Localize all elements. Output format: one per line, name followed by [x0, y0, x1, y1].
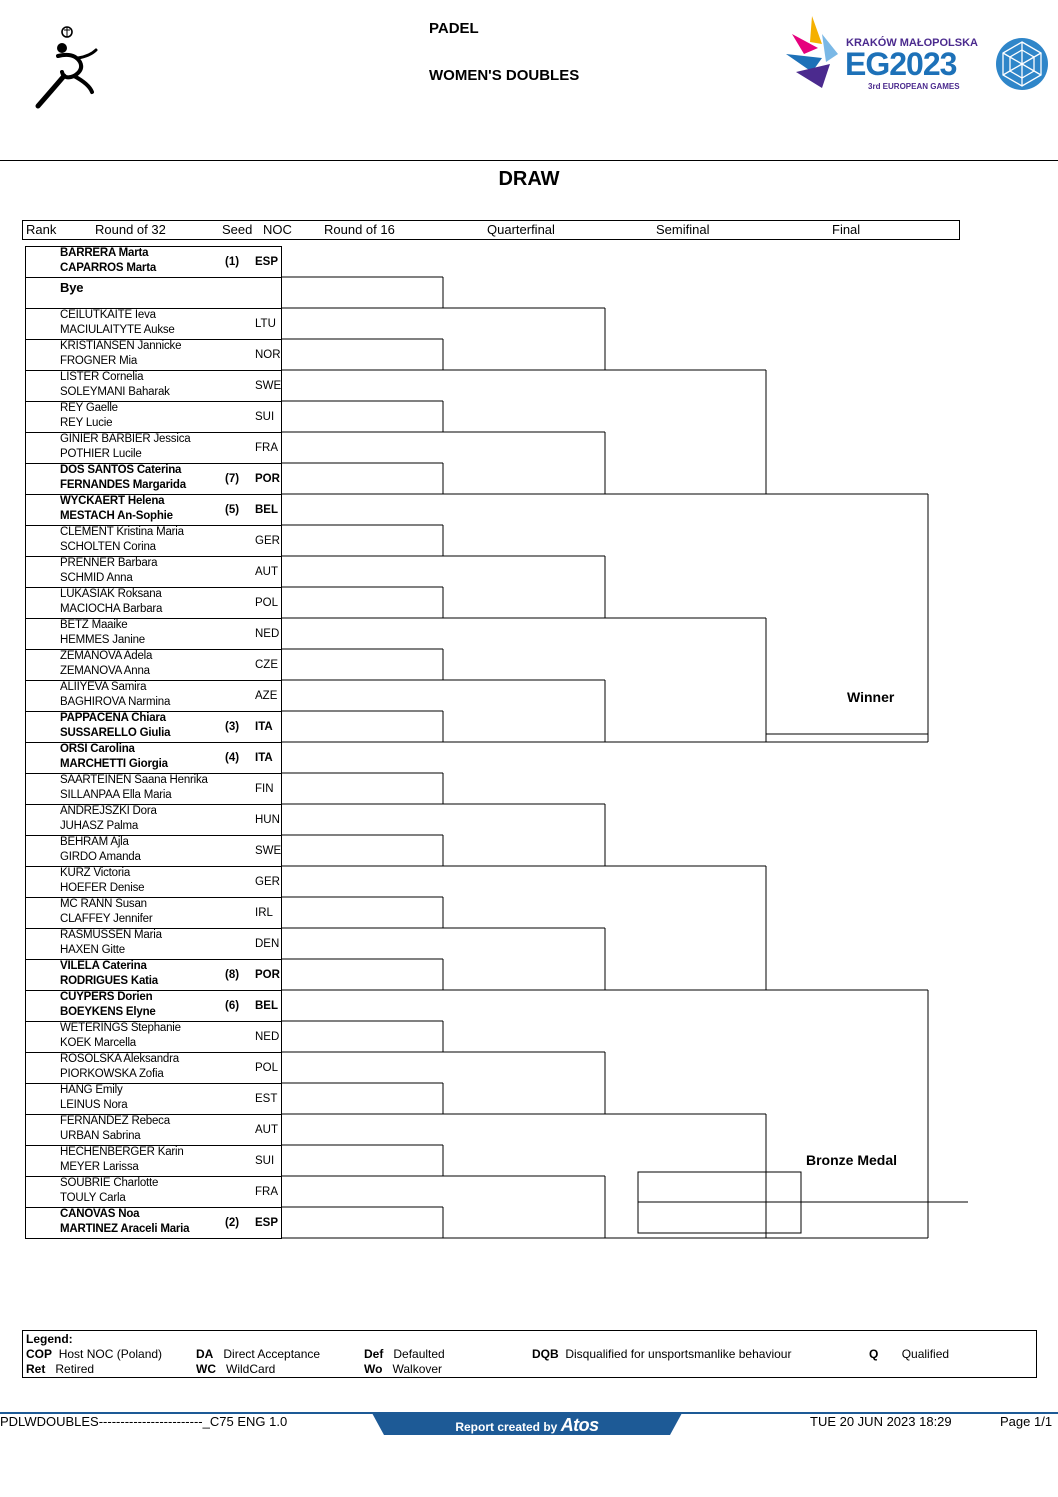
noc-code: ESP: [255, 256, 279, 268]
player-2-name: JUHASZ Palma: [60, 820, 139, 832]
seed-number: (2): [225, 1217, 240, 1229]
player-2-name: MARCHETTI Giorgia: [60, 758, 168, 770]
player-1-name: KURZ Victoria: [60, 867, 131, 879]
noc-code: FIN: [255, 783, 274, 795]
player-1-name: HANG Emily: [60, 1084, 123, 1096]
player-2-name: MACIOCHA Barbara: [60, 603, 163, 615]
noc-code: ESP: [255, 1217, 279, 1229]
noc-code: ITA: [255, 721, 273, 733]
noc-code: EST: [255, 1093, 278, 1105]
player-2-name: FERNANDES Margarida: [60, 479, 186, 491]
report-code: PDLWDOUBLES------------------------_C75 ENG 1.0: [0, 1414, 288, 1429]
noc-code: NED: [255, 1031, 280, 1043]
player-2-name: MESTACH An-Sophie: [60, 510, 173, 522]
player-2-name: LEINUS Nora: [60, 1099, 128, 1111]
noc-code: CZE: [255, 659, 278, 671]
noc-code: SUI: [255, 411, 275, 423]
seed-number: (8): [225, 969, 240, 981]
col-rank: Rank: [26, 222, 57, 237]
player-2-name: SILLANPAA Ella Maria: [60, 789, 172, 801]
event-title: WOMEN'S DOUBLES: [429, 67, 580, 84]
atos-logo: Atos: [560, 1415, 599, 1435]
player-2-name: CAPARROS Marta: [60, 262, 157, 274]
noc-code: NED: [255, 628, 280, 640]
player-1-name: KRISTIANSEN Jannicke: [60, 340, 182, 352]
legend-item-def: Def Defaulted: [364, 1347, 445, 1361]
player-1-name: ZEMANOVA Adela: [60, 650, 153, 662]
noc-code: FRA: [255, 442, 278, 454]
player-2-name: SOLEYMANI Baharak: [60, 386, 170, 398]
noc-code: POR: [255, 473, 280, 485]
noc-code: LTU: [255, 318, 276, 330]
player-1-name: ROSOLSKA Aleksandra: [60, 1053, 179, 1065]
player-1-name: PAPPACENA Chiara: [60, 712, 166, 724]
player-1-name: MC RANN Susan: [60, 898, 147, 910]
player-1-name: FERNANDEZ Rebeca: [60, 1115, 170, 1127]
noc-code: SWE: [255, 380, 282, 392]
seed-number: (7): [225, 473, 240, 485]
legend-item-wo: Wo Walkover: [364, 1362, 443, 1376]
noc-code: IRL: [255, 907, 273, 919]
legend-item-dqb: DQB Disqualified for unsportsmanlike behaviour: [532, 1347, 792, 1361]
player-2-name: RODRIGUES Katia: [60, 975, 158, 987]
player-2-name: GIRDO Amanda: [60, 851, 141, 863]
player-2-name: MEYER Larissa: [60, 1161, 139, 1173]
legend-title: Legend:: [26, 1332, 73, 1346]
legend-item-cop: COP Host NOC (Poland): [26, 1347, 163, 1361]
noc-code: POR: [255, 969, 280, 981]
noc-code: AUT: [255, 566, 278, 578]
legend-item-q: Q Qualified: [869, 1347, 950, 1361]
legend-item-da: DA Direct Acceptance: [196, 1347, 321, 1361]
player-1-name: SAARTEINEN Saana Henrika: [60, 774, 208, 786]
player-1-name: ANDREJSZKI Dora: [60, 805, 157, 817]
player-1-name: BEHRAM Ajla: [60, 836, 129, 848]
player-1-name: RASMUSSEN Maria: [60, 929, 162, 941]
player-2-name: REY Lucie: [60, 417, 113, 429]
games-logo: EG2023: [845, 46, 957, 82]
seed-number: (4): [225, 752, 240, 764]
legend-item-ret: Ret Retired: [26, 1362, 95, 1376]
noc-code: ITA: [255, 752, 273, 764]
seed-number: (5): [225, 504, 240, 516]
report-datetime: TUE 20 JUN 2023 18:29: [810, 1414, 952, 1429]
player-1-name: DOS SANTOS Caterina: [60, 464, 182, 476]
player-1-name: WETERINGS Stephanie: [60, 1022, 181, 1034]
player-1-name: VILELA Caterina: [60, 960, 147, 972]
created-by-text: Report created by: [455, 1420, 558, 1434]
legend-item-wc: WC WildCard: [196, 1362, 276, 1376]
player-2-name: CLAFFEY Jennifer: [60, 913, 153, 925]
player-2-name: POTHIER Lucile: [60, 448, 142, 460]
noc-code: POL: [255, 597, 279, 609]
player-1-name: BETZ Maaike: [60, 619, 128, 631]
player-1-name: CUYPERS Dorien: [60, 991, 153, 1003]
noc-code: DEN: [255, 938, 280, 950]
player-1-name: WYCKAERT Helena: [60, 495, 165, 507]
player-2-name: TOULY Carla: [60, 1192, 126, 1204]
legend-box: [22, 1330, 1037, 1378]
col-noc: NOC: [263, 222, 292, 237]
player-2-name: ZEMANOVA Anna: [60, 665, 150, 677]
col-semifinal: Semifinal: [656, 222, 710, 237]
winner-label: Winner: [847, 689, 895, 705]
player-2-name: HAXEN Gitte: [60, 944, 125, 956]
draw-title: DRAW: [498, 168, 560, 190]
player-2-name: FROGNER Mia: [60, 355, 138, 367]
player-1-name: CLEMENT Kristina Maria: [60, 526, 184, 538]
noc-code: BEL: [255, 504, 278, 516]
player-1-name: PRENNER Barbara: [60, 557, 158, 569]
player-2-name: BOEYKENS Elyne: [60, 1006, 156, 1018]
seed-number: (3): [225, 721, 240, 733]
player-2-name: BAGHIROVA Narmina: [60, 696, 171, 708]
player-2-name: HEMMES Janine: [60, 634, 145, 646]
player-2-name: SCHOLTEN Corina: [60, 541, 156, 553]
player-1-name: CANOVAS Noa: [60, 1208, 140, 1220]
player-1-name: BARRERA Marta: [60, 247, 149, 259]
noc-code: AUT: [255, 1124, 278, 1136]
player-2-name: KOEK Marcella: [60, 1037, 137, 1049]
player-1-name: REY Gaelle: [60, 402, 118, 414]
noc-code: NOR: [255, 349, 281, 361]
player-2-name: SCHMID Anna: [60, 572, 133, 584]
player-1-name: LISTER Cornelia: [60, 371, 144, 383]
col-quarterfinal: Quarterfinal: [487, 222, 555, 237]
noc-code: FRA: [255, 1186, 278, 1198]
player-2-name: MARTINEZ Araceli Maria: [60, 1223, 190, 1235]
noc-code: HUN: [255, 814, 280, 826]
col-round32: Round of 32: [95, 222, 166, 237]
player-2-name: PIORKOWSKA Zofia: [60, 1068, 164, 1080]
player-1-name: ALIIYEVA Samira: [60, 681, 147, 693]
seed-number: (6): [225, 1000, 240, 1012]
noc-code: GER: [255, 876, 280, 888]
col-round16: Round of 16: [324, 222, 395, 237]
player-1-name: SOUBRIE Charlotte: [60, 1177, 159, 1189]
player-2-name: HOEFER Denise: [60, 882, 145, 894]
noc-code: GER: [255, 535, 280, 547]
player-1-name: LUKASIAK Roksana: [60, 588, 162, 600]
col-final: Final: [832, 222, 861, 237]
seed-number: (1): [225, 256, 240, 268]
player-1-name: CEILUTKAITE Ieva: [60, 309, 156, 321]
player-2-name: MACIULAITYTE Aukse: [60, 324, 175, 336]
games-subtitle: 3rd EUROPEAN GAMES: [868, 82, 960, 91]
noc-code: POL: [255, 1062, 279, 1074]
player-1-name: HECHENBERGER Karin: [60, 1146, 184, 1158]
player-1-name: GINIER BARBIER Jessica: [60, 433, 191, 445]
player-1-name: Bye: [60, 280, 84, 295]
bronze-medal-label: Bronze Medal: [806, 1152, 898, 1168]
page-number: Page 1/1: [1000, 1414, 1053, 1429]
player-1-name: ORSI Carolina: [60, 743, 135, 755]
player-2-name: SUSSARELLO Giulia: [60, 727, 171, 739]
noc-code: AZE: [255, 690, 278, 702]
games-city: KRAKÓW MAŁOPOLSKA: [846, 37, 978, 49]
noc-code: SUI: [255, 1155, 275, 1167]
sport-title: PADEL: [429, 20, 479, 37]
report-created-by: [372, 1415, 682, 1436]
col-seed: Seed: [222, 222, 253, 237]
noc-code: SWE: [255, 845, 282, 857]
player-2-name: URBAN Sabrina: [60, 1130, 141, 1142]
noc-code: BEL: [255, 1000, 278, 1012]
